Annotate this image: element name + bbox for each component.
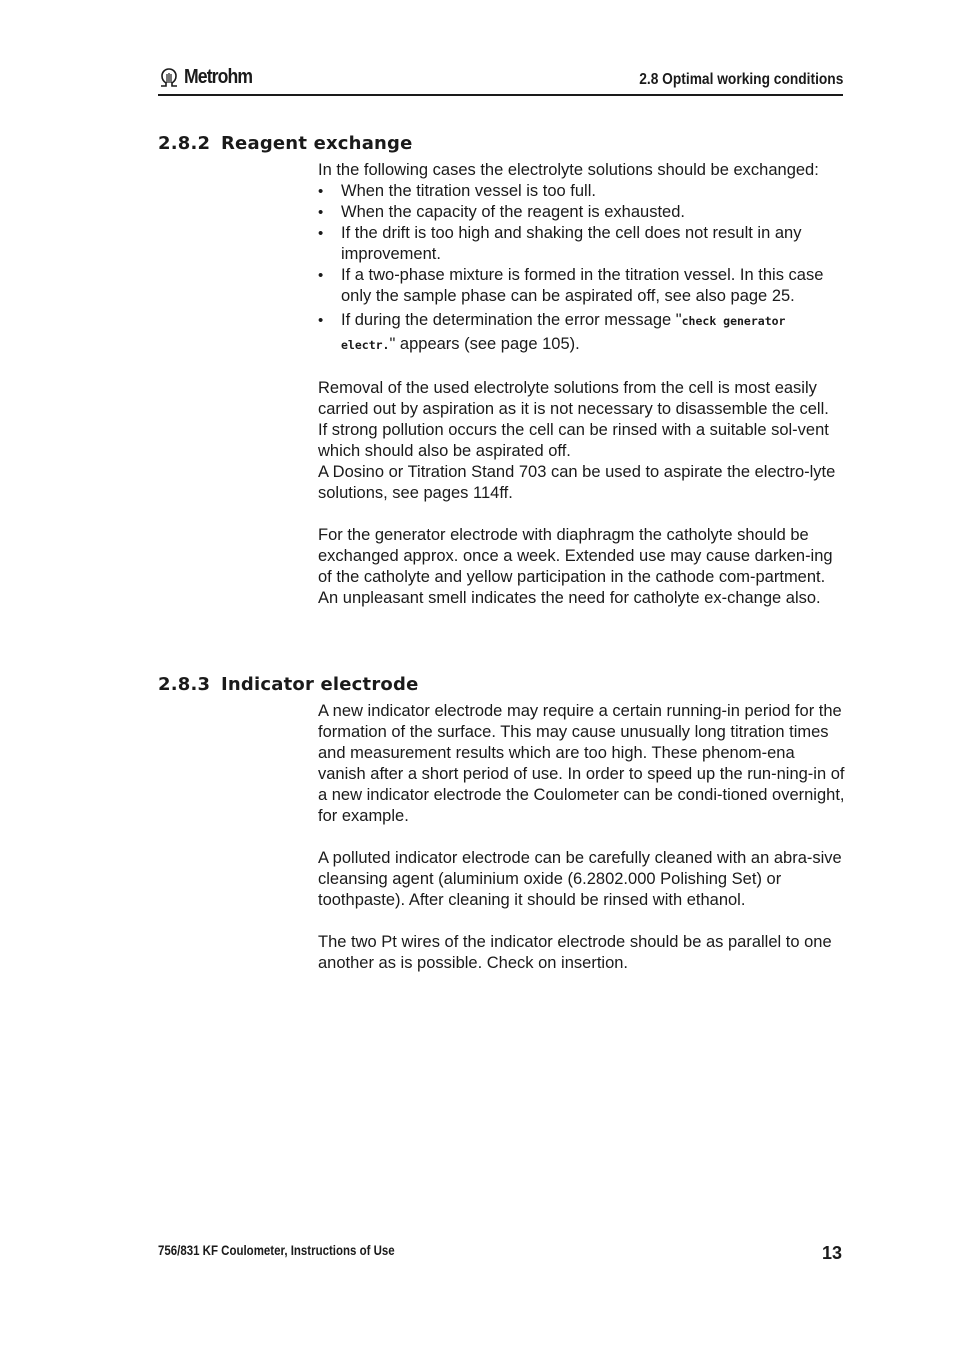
reagent-exchange-body — [318, 160, 846, 609]
section-title: Reagent exchange — [221, 133, 413, 154]
error-message-code: check generator electr. — [341, 314, 786, 352]
list-item: • When the capacity of the reagent is exhausted. — [318, 202, 846, 223]
page-header — [158, 64, 843, 96]
metrohm-omega-icon — [158, 67, 180, 89]
message-text-after: " appears (see page 105). — [389, 335, 580, 353]
paragraph-pollution: If strong pollution occurs the cell can be rinsed with a suitable sol-vent which should also be aspirated off. — [318, 421, 829, 460]
heading-reagent-exchange — [158, 133, 413, 154]
list-item: • If a two-phase mixture is formed in the titration vessel. In this case only the sample phase can be aspirated off, see also page 25. — [318, 265, 846, 307]
page-number: 13 — [821, 1243, 842, 1263]
paragraph-pt-wires: The two Pt wires of the indicator electrode should be as parallel to one another as is possible. Check on insertion. — [318, 933, 832, 972]
heading-indicator-electrode — [158, 674, 419, 695]
list-item: • If the drift is too high and shaking the cell does not result in any improvement. — [318, 223, 846, 265]
paragraph-removal: Removal of the used electrolyte solutions from the cell is most easily carried out by aspiration as it is not necessary to disassemble the cell. — [318, 379, 829, 418]
list-item-error-message — [318, 309, 846, 357]
brand-name: Metrohm — [184, 66, 253, 88]
paragraph-dosino: A Dosino or Titration Stand 703 can be used to aspirate the electro-lyte solutions, see pages 114ff. — [318, 463, 836, 502]
indicator-electrode-body — [318, 701, 846, 974]
paragraph-new-electrode: A new indicator electrode may require a certain running-in period for the formation of the surface. This may cause unusually long titration times and measurement results which are too high. These phenom-ena vanish after a short period of use. In order to speed up the run-ning-in of a new indicator electrode the Coulometer can be condi-tioned overnight, for example. — [318, 702, 845, 825]
brand-logo — [158, 66, 261, 89]
exchange-cases-list — [318, 181, 846, 357]
section-title: Indicator electrode — [221, 674, 419, 695]
paragraph-polluted-electrode: A polluted indicator electrode can be carefully cleaned with an abra-sive cleansing agent (aluminium oxide (6.2802.000 Polishing Set) or toothpaste). After cleaning it should be rinsed with ethanol. — [318, 849, 842, 909]
message-text-before: If during the determination the error message " — [341, 311, 682, 329]
running-header-title: 2.8 Optimal working conditions — [638, 71, 843, 88]
section-number: 2.8.3 — [158, 674, 211, 695]
section-number: 2.8.2 — [158, 133, 211, 154]
footer-document-title: 756/831 KF Coulometer, Instructions of Use — [158, 1242, 395, 1258]
list-item: • When the titration vessel is too full. — [318, 181, 846, 202]
paragraph-generator-electrode: For the generator electrode with diaphragm the catholyte should be exchanged approx. once a week. Extended use may cause darken-ing of the catholyte and yellow participation in the cathode com-partment. An unpleasant smell indicates the need for catholyte ex-change also. — [318, 526, 833, 607]
intro-text: In the following cases the electrolyte solutions should be exchanged: — [318, 161, 819, 179]
